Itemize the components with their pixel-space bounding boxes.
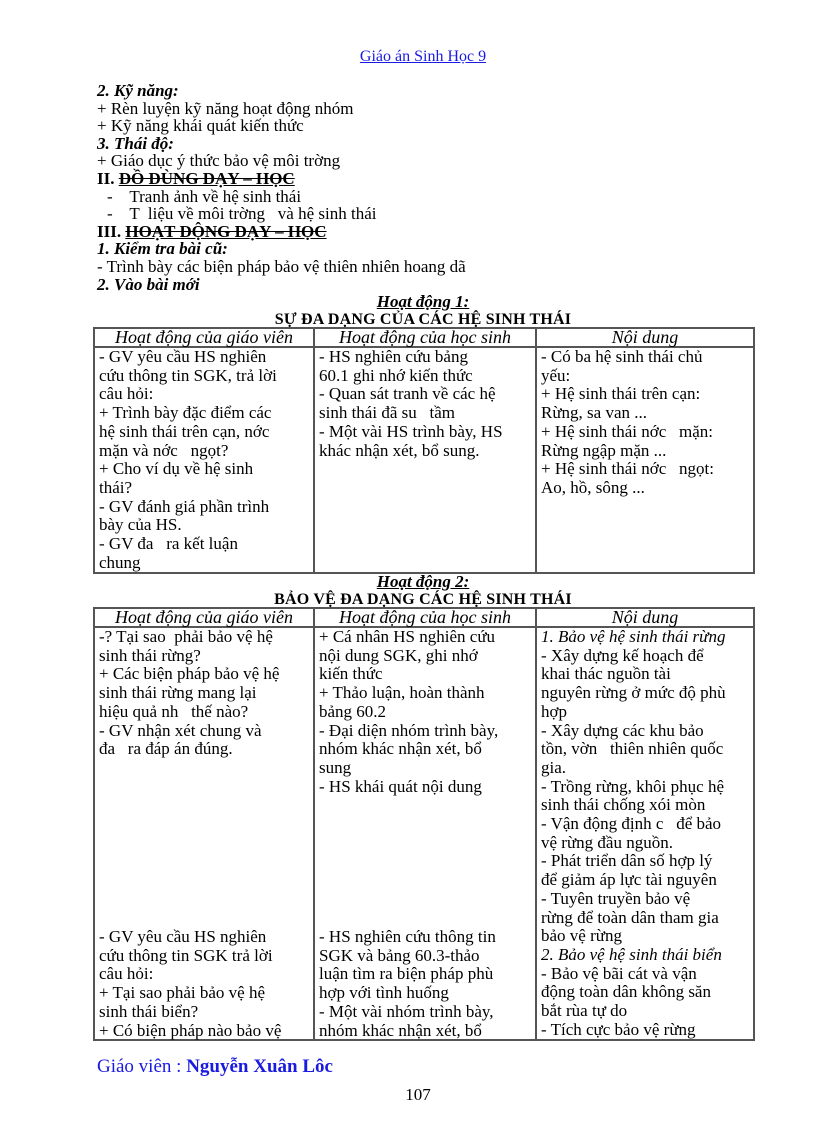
attitude-item: + Giáo dục ý thức bảo vệ môi trờng xyxy=(97,151,341,171)
cell-line: - Phát triển dân số hợp lý xyxy=(541,851,713,871)
cell-line: hệ sinh thái trên cạn, nớc xyxy=(99,421,270,441)
cell-line: sinh thái rừng? xyxy=(99,645,201,665)
cell-line: sinh thái biển? xyxy=(99,1001,199,1021)
column-header: Hoạt động của giáo viên xyxy=(94,608,314,627)
page-header-title: Giáo án Sinh Học 9 xyxy=(359,48,487,65)
student-block-sea xyxy=(319,928,496,1040)
teacher-block-forest xyxy=(99,628,309,759)
cell-line: động toàn dân không săn xyxy=(541,982,711,1002)
cell-line: Ao, hồ, sông ... xyxy=(541,477,645,497)
section-title: HOẠT ĐỘNG DẠY – HỌC xyxy=(125,221,327,241)
cell-line: - Tích cực bảo vệ rừng xyxy=(541,1019,696,1039)
cell-line: + Tại sao phải bảo vệ hệ xyxy=(99,983,265,1003)
cell-line: + Thảo luận, hoàn thành xyxy=(319,683,485,703)
cell-line: luận tìm ra biện pháp phù xyxy=(319,964,494,984)
attitude-heading: 3. Thái độ: xyxy=(97,133,174,153)
cell-line: - Bảo vệ bãi cát và vận xyxy=(541,963,697,983)
check-heading: 1. Kiểm tra bài cũ: xyxy=(97,239,228,259)
cell-line: + Hệ sinh thái nớc ngọt: xyxy=(541,459,714,479)
cell-line: - Xây dựng các khu bảo xyxy=(541,720,704,740)
cell-line: - Tuyên truyền bảo vệ xyxy=(541,888,691,908)
cell-line: nhóm khác nhận xét, bổ xyxy=(319,739,482,759)
cell-line: - GV yêu cầu HS nghiên xyxy=(99,927,267,946)
cell-line: - Một vài nhóm trình bày, xyxy=(319,1001,494,1021)
cell-line: + Hệ sinh thái nớc mặn: xyxy=(541,421,714,441)
cell-line: - HS khái quát nội dung xyxy=(319,776,482,796)
cell-line: bày của HS. xyxy=(99,515,182,535)
cell-line: - Quan sát tranh về các hệ xyxy=(319,384,496,404)
cell-line: - Đại diện nhóm trình bày, xyxy=(319,720,499,740)
cell-line: - GV đa ra kết luận xyxy=(99,534,238,554)
section-title: ĐỒ DÙNG DẠY – HỌC xyxy=(118,168,295,188)
section-heading-materials xyxy=(97,170,466,188)
cell-line: + Cho ví dụ về hệ sinh xyxy=(99,459,254,479)
cell-line: - Xây dựng kế hoạch để xyxy=(541,645,704,665)
table-header-row xyxy=(94,328,754,347)
cell-line: để giảm áp lực tài nguyên xyxy=(541,870,717,890)
activity2-table xyxy=(93,607,755,1041)
skills-heading: 2. Kỹ năng: xyxy=(97,81,179,100)
cell-line: - HS nghiên cứu thông tin xyxy=(319,927,496,946)
column-header: Nội dung xyxy=(536,328,754,347)
cell-line: khác nhận xét, bổ sung. xyxy=(319,440,480,460)
teacher-block-sea xyxy=(99,928,281,1040)
cell-line: rừng để toàn dân tham gia xyxy=(541,907,719,927)
column-header: Hoạt động của học sinh xyxy=(314,328,536,347)
cell-line: cứu thông tin SGK, trả lời xyxy=(99,365,277,385)
student-block-forest xyxy=(319,628,531,796)
cell-line: hợp xyxy=(541,701,567,721)
cell-line: + Cá nhân HS nghiên cứu xyxy=(319,627,496,646)
cell-line: sung xyxy=(319,757,352,777)
cell-line: cứu thông tin SGK trả lời xyxy=(99,945,273,965)
cell-line: + Trình bày đặc điểm các xyxy=(99,403,272,423)
column-header: Hoạt động của giáo viên xyxy=(94,328,314,347)
cell-line: nhóm khác nhận xét, bổ xyxy=(319,1020,482,1040)
activity1-title: SỰ ĐA DẠNG CỦA CÁC HỆ SINH THÁI xyxy=(274,311,572,328)
activity1-table xyxy=(93,327,755,574)
cell-line: kiến thức xyxy=(319,664,383,684)
cell-line: khai thác nguồn tài xyxy=(541,664,671,684)
teacher-cell xyxy=(94,347,314,573)
activity2-title: BẢO VỆ ĐA DẠNG CÁC HỆ SINH THÁI xyxy=(274,591,572,608)
activity1-label: Hoạt động 1: xyxy=(376,292,470,311)
material-item: - Tranh ảnh về hệ sinh thái xyxy=(107,186,302,206)
footer-teacher xyxy=(97,1056,333,1078)
cell-line: - Vận động định c để bảo xyxy=(541,814,722,834)
cell-line: - Một vài HS trình bày, HS xyxy=(319,421,503,441)
cell-line: chung xyxy=(99,552,141,572)
cell-line: sinh thái đã su tầm xyxy=(319,403,455,423)
cell-line: - HS nghiên cứu bảng xyxy=(319,347,468,366)
activity2-label: Hoạt động 2: xyxy=(376,572,470,591)
material-item: - T liệu về môi trờng và hệ sinh thái xyxy=(107,204,377,224)
cell-line: nội dung SGK, ghi nhớ xyxy=(319,645,478,665)
cell-line: bảng 60.2 xyxy=(319,701,387,721)
table-header-row xyxy=(94,608,754,627)
cell-line: đa ra đáp án đúng. xyxy=(99,739,233,759)
check-item: - Trình bày các biện pháp bảo vệ thiên nhiên hoang dã xyxy=(97,256,466,276)
cell-line: Rừng ngập mặn ... xyxy=(541,440,667,460)
student-cell xyxy=(314,627,536,1040)
lesson-intro xyxy=(97,82,466,293)
teacher-cell xyxy=(94,627,314,1040)
cell-line: SGK và bảng 60.3-thảo xyxy=(319,945,480,965)
cell-line: sinh thái chống xói mòn xyxy=(541,795,706,815)
cell-line: -? Tại sao phải bảo vệ hệ xyxy=(99,627,273,646)
cell-line: - GV yêu cầu HS nghiên xyxy=(99,347,267,366)
cell-line: câu hỏi: xyxy=(99,384,154,404)
content-heading-sea: 2. Bảo vệ hệ sinh thái biển xyxy=(541,944,722,964)
cell-line: - GV đánh giá phần trình xyxy=(99,496,270,516)
new-lesson-heading: 2. Vào bài mới xyxy=(97,274,200,294)
cell-line: tồn, vờn thiên nhiên quốc xyxy=(541,739,724,759)
cell-line: hiệu quả nh thế nào? xyxy=(99,701,249,721)
column-header: Nội dung xyxy=(536,608,754,627)
cell-line: thái? xyxy=(99,477,133,497)
cell-line: mặn và nớc ngọt? xyxy=(99,440,229,460)
cell-line: bảo vệ rừng xyxy=(541,926,622,946)
content-cell xyxy=(536,347,754,573)
section-heading-activities xyxy=(97,223,466,241)
cell-line: - Có ba hệ sinh thái chủ xyxy=(541,347,703,366)
cell-line: 60.1 ghi nhớ kiến thức xyxy=(319,365,473,385)
cell-line: bắt rùa tự do xyxy=(541,1001,628,1021)
cell-line: + Hệ sinh thái trên cạn: xyxy=(541,384,701,404)
student-cell xyxy=(314,347,536,573)
table-row xyxy=(94,347,754,573)
cell-line: câu hỏi: xyxy=(99,964,154,984)
cell-line: gia. xyxy=(541,757,567,777)
cell-line: hợp với tình huống xyxy=(319,983,449,1003)
content-heading-forest: 1. Bảo vệ hệ sinh thái rừng xyxy=(541,627,726,646)
section-number: II. xyxy=(97,168,119,188)
teacher-name: Nguyễn Xuân Lôc xyxy=(186,1056,333,1077)
content-block-forest xyxy=(541,647,753,946)
content-cell xyxy=(536,627,754,1040)
cell-line: - Trồng rừng, khôi phục hệ xyxy=(541,776,724,796)
section-number: III. xyxy=(97,221,126,241)
teacher-label: Giáo viên : xyxy=(97,1056,187,1077)
cell-line: nguyên rừng ở mức độ phù xyxy=(541,683,726,703)
cell-line: yếu: xyxy=(541,365,571,385)
cell-line: - GV nhận xét chung và xyxy=(99,720,262,740)
cell-line: vệ rừng đầu nguồn. xyxy=(541,832,673,852)
column-header: Hoạt động của học sinh xyxy=(314,608,536,627)
cell-line: + Các biện pháp bảo vệ hệ xyxy=(99,664,280,684)
cell-line: Rừng, sa van ... xyxy=(541,403,648,423)
cell-line: + Có biện pháp nào bảo vệ xyxy=(99,1020,282,1040)
skill-item: + Kỹ năng khái quát kiến thức xyxy=(97,116,304,136)
content-block-sea xyxy=(541,965,753,1040)
page-number: 107 xyxy=(405,1085,431,1104)
skill-item: + Rèn luyện kỹ năng hoạt động nhóm xyxy=(97,98,354,118)
table-row xyxy=(94,627,754,1040)
cell-line: sinh thái rừng mang lại xyxy=(99,683,257,703)
